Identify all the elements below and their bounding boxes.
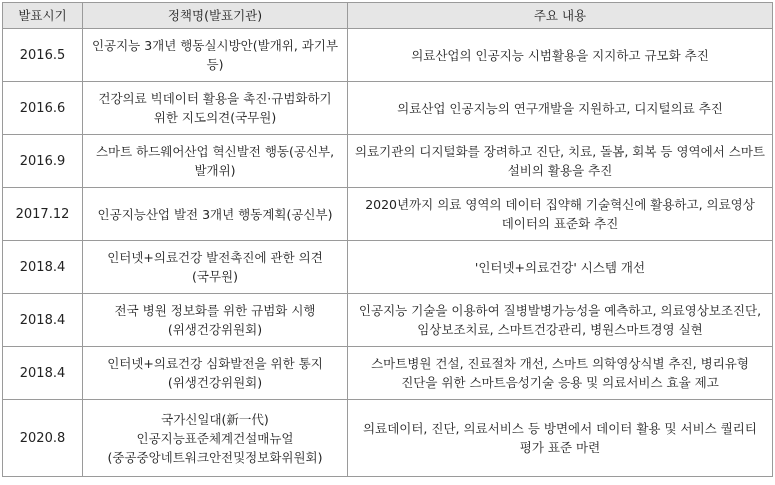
cell-policy: 건강의료 빅데이터 활용을 촉진·규범화하기 위한 지도의견(국무원) — [83, 82, 348, 135]
cell-content: 스마트병원 건설, 진료절차 개선, 스마트 의학영상식별 추진, 병리유형 진단을 위한 스마트음성기술 응용 및 의료서비스 효율 제고 — [348, 347, 773, 400]
table-row — [3, 241, 773, 294]
cell-date: 2016.5 — [3, 29, 83, 82]
header-row — [3, 3, 773, 29]
cell-content: 2020년까지 의료 영역의 데이터 집약해 기술혁신에 활용하고, 의료영상 데이터의 표준화 추진 — [348, 188, 773, 241]
table-row — [3, 347, 773, 400]
cell-content: 의료산업 인공지능의 연구개발을 지원하고, 디지털의료 추진 — [348, 82, 773, 135]
cell-policy: 전국 병원 정보화를 위한 규범화 시행(위생건강위원회) — [83, 294, 348, 347]
cell-policy: 인공지능 3개년 행동실시방안(발개위, 과기부 등) — [83, 29, 348, 82]
cell-policy: 인터넷+의료건강 발전촉진에 관한 의견(국무원) — [83, 241, 348, 294]
policy-table — [2, 2, 773, 477]
cell-policy: 인터넷+의료건강 심화발전을 위한 통지(위생건강위원회) — [83, 347, 348, 400]
table-body — [3, 29, 773, 477]
cell-content: 의료데이터, 진단, 의료서비스 등 방면에서 데이터 활용 및 서비스 퀄리티 평가 표준 마련 — [348, 400, 773, 477]
table-row — [3, 400, 773, 477]
cell-date: 2018.4 — [3, 241, 83, 294]
cell-content: 의료기관의 디지털화를 장려하고 진단, 치료, 돌봄, 회복 등 영역에서 스마트 설비의 활용을 추진 — [348, 135, 773, 188]
cell-content: 인공지능 기술을 이용하여 질병발병가능성을 예측하고, 의료영상보조진단, 임상보조치료, 스마트건강관리, 병원스마트경영 실현 — [348, 294, 773, 347]
header-date: 발표시기 — [3, 3, 83, 29]
table-row — [3, 188, 773, 241]
cell-date: 2017.12 — [3, 188, 83, 241]
header-policy: 정책명(발표기관) — [83, 3, 348, 29]
cell-policy: 국가신일대(新一代)인공지능표준체계건설매뉴얼(중공중앙네트워크안전및정보화위원회) — [83, 400, 348, 477]
table-row — [3, 135, 773, 188]
cell-policy: 인공지능산업 발전 3개년 행동계획(공신부) — [83, 188, 348, 241]
cell-date: 2020.8 — [3, 400, 83, 477]
cell-date: 2018.4 — [3, 294, 83, 347]
table-row — [3, 29, 773, 82]
cell-content: '인터넷+의료건강' 시스템 개선 — [348, 241, 773, 294]
table-row — [3, 294, 773, 347]
cell-date: 2016.6 — [3, 82, 83, 135]
header-content: 주요 내용 — [348, 3, 773, 29]
cell-date: 2016.9 — [3, 135, 83, 188]
cell-date: 2018.4 — [3, 347, 83, 400]
table-row — [3, 82, 773, 135]
cell-content: 의료산업의 인공지능 시범활용을 지지하고 규모화 추진 — [348, 29, 773, 82]
table-header — [3, 3, 773, 29]
cell-policy: 스마트 하드웨어산업 혁신발전 행동(공신부, 발개위) — [83, 135, 348, 188]
